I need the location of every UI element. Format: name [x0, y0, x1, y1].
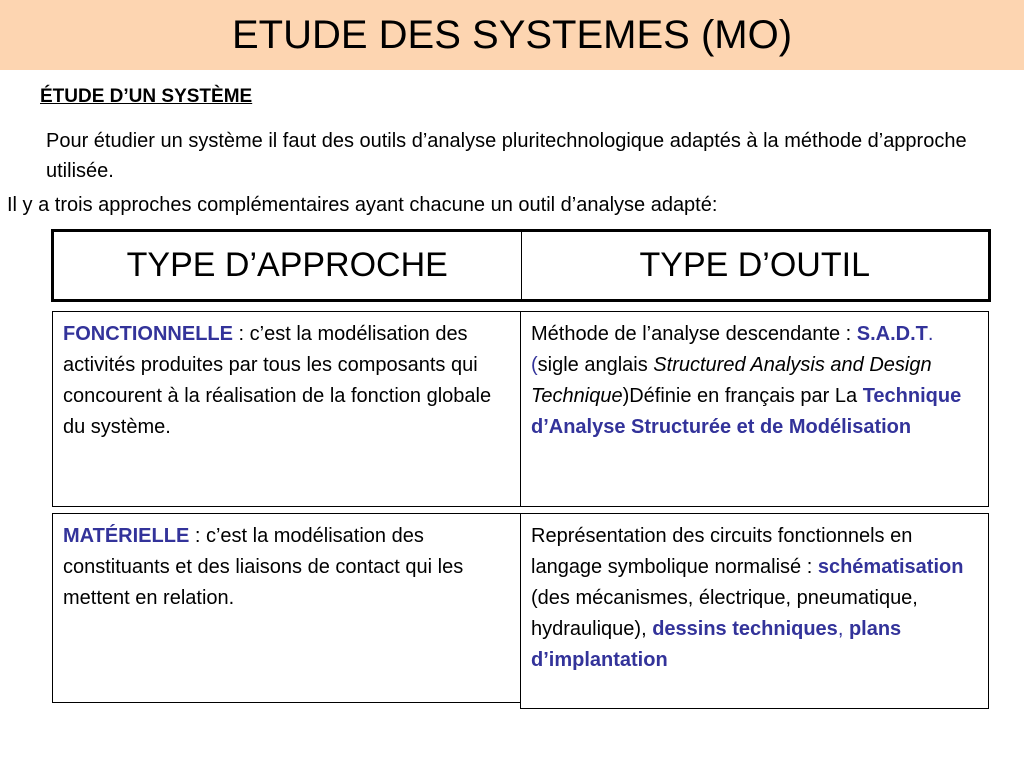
sadt-french-name: Technique d’Analyse Structurée et de Modélisation: [531, 385, 962, 438]
fonctionnelle-description: : c’est la modélisation des activités produites par tous les composants qui concourent à la réalisation de la fonction globale du système.: [63, 323, 492, 438]
page-title: ETUDE DES SYSTEMES (MO): [231, 12, 793, 57]
plans-implantation-keyword: plans d’implantation: [531, 618, 902, 671]
intro-paragraph: Pour étudier un système il faut des outils d’analyse pluritechnologique adaptés à la méthode d’approche utilisée.: [46, 130, 967, 182]
header-table: [51, 229, 991, 302]
representation-text: Représentation des circuits fonctionnels en langage symbolique normalisé :: [531, 525, 913, 578]
title-bar: [0, 0, 1024, 70]
lead-paragraph: Il y a trois approches complémentaires ayant chacune un outil d’analyse adapté:: [7, 194, 718, 216]
approach-fonctionnelle-cell: [52, 311, 521, 507]
sadt-definition-text: )Définie en français par La: [622, 385, 863, 407]
tool-fonctionnelle-cell: [520, 311, 989, 507]
schematisation-keyword: schématisation: [817, 556, 964, 578]
keyword-materielle: MATÉRIELLE: [63, 525, 190, 547]
keyword-fonctionnelle: FONCTIONNELLE: [63, 323, 233, 345]
dessins-techniques-keyword: dessins techniques: [652, 618, 838, 640]
keyword-comma: ,: [837, 618, 844, 640]
tool-materielle-cell: [520, 513, 989, 709]
sadt-sigle-text: sigle anglais: [537, 354, 654, 376]
mecanismes-text: (des mécanismes, électrique, pneumatique, hydraulique),: [531, 587, 918, 640]
sadt-acronym: S.A.D.T: [856, 323, 928, 345]
sadt-intro-text: Méthode de l’analyse descendante :: [531, 323, 857, 345]
approach-materielle-cell: [52, 513, 521, 703]
materielle-description: : c’est la modélisation des constituants et des liaisons de contact qui les mettent en relation.: [63, 525, 464, 609]
header-approach: TYPE D’APPROCHE: [126, 246, 448, 284]
sadt-paren: .(: [531, 323, 934, 376]
sadt-english-name: Structured Analysis and Design Technique: [531, 354, 932, 407]
section-subtitle: ÉTUDE D’UN SYSTÈME: [40, 86, 253, 107]
header-tool: TYPE D’OUTIL: [521, 232, 989, 299]
